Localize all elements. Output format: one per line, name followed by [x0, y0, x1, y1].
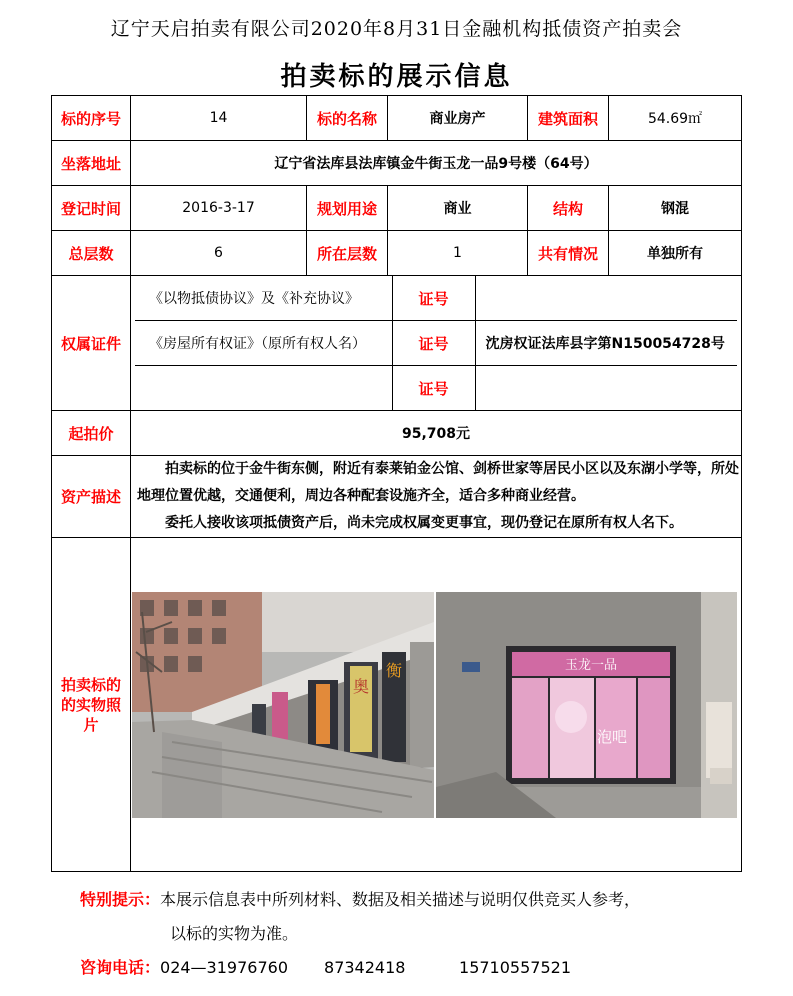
asset-description: [131, 456, 742, 538]
value-location: 辽宁省法库县法库镇金牛街玉龙一品9号楼（64号）: [131, 141, 742, 186]
cert-name-3: [135, 366, 392, 411]
cert-no-label-3: 证号: [392, 366, 475, 411]
label-start-price: 起拍价: [52, 411, 131, 456]
phone-number-1: 024—31976760: [160, 958, 288, 977]
label-structure: 结构: [528, 186, 609, 231]
cert-no-3: [475, 366, 737, 411]
cert-no-label-2: 证号: [392, 321, 475, 366]
photo-street-view: [132, 592, 434, 818]
cert-name-1: 《以物抵债协议》及《补充协议》: [135, 276, 392, 321]
value-floor-at: 1: [388, 231, 528, 276]
cert-no-1: [475, 276, 737, 321]
label-area: 建筑面积: [528, 96, 609, 141]
cert-name-2: 《房屋所有权证》（原所有权人名）: [135, 321, 392, 366]
phone-label: 咨询电话：: [80, 958, 161, 977]
special-note-label: 特别提示：: [80, 890, 161, 909]
cert-no-label-1: 证号: [392, 276, 475, 321]
phone-number-3: 15710557521: [459, 958, 571, 977]
special-note-line1: 本展示信息表中所列材料、数据及相关描述与说明仅供竞买人参考，: [160, 890, 641, 909]
value-serial: 14: [131, 96, 307, 141]
label-serial: 标的序号: [52, 96, 131, 141]
cert-block: [131, 276, 742, 411]
cert-table: [135, 276, 737, 410]
description-para-2: 委托人接收该项抵债资产后，尚未完成权属变更事宜，现仍登记在原所有权人名下。: [165, 515, 683, 531]
label-floor-at: 所在层数: [307, 231, 388, 276]
label-usage: 规划用途: [307, 186, 388, 231]
value-name: 商业房产: [388, 96, 528, 141]
left-sign-2: 衡: [385, 661, 403, 680]
special-note-line2: 以标的实物为准。: [170, 924, 299, 943]
auction-header: 辽宁天启拍卖有限公司2020年8月31日金融机构抵债资产拍卖会: [110, 18, 683, 40]
value-floors: 6: [131, 231, 307, 276]
value-ownership: 单独所有: [609, 231, 742, 276]
phone-number-2: 87342418: [324, 958, 406, 977]
value-reg-time: 2016-3-17: [131, 186, 307, 231]
value-usage: 商业: [388, 186, 528, 231]
left-sign-1: 奥: [352, 677, 370, 696]
special-note: [80, 886, 640, 914]
label-location: 坐落地址: [52, 141, 131, 186]
label-photos: [52, 538, 131, 872]
right-sign: 玉龙一品: [564, 658, 618, 673]
value-start-price: 95,708元: [131, 411, 742, 456]
value-area: 54.69㎡: [609, 96, 742, 141]
photo-shop-front: [436, 592, 737, 818]
label-desc: 资产描述: [52, 456, 131, 538]
label-floors: 总层数: [52, 231, 131, 276]
description-para-1: 拍卖标的位于金牛街东侧，附近有泰莱铂金公馆、剑桥世家等居民小区以及东湖小学等，所处地理位置优越，交通便利，周边各种配套设施齐全，适合多种商业经营。: [137, 461, 739, 504]
label-photos-text: 拍卖标的的实物照片: [60, 675, 121, 734]
contact-phone: [80, 955, 571, 978]
label-cert: 权属证件: [52, 276, 131, 411]
label-name: 标的名称: [307, 96, 388, 141]
label-ownership: 共有情况: [528, 231, 609, 276]
right-poster: 泡吧: [596, 728, 628, 746]
label-reg-time: 登记时间: [52, 186, 131, 231]
cert-no-2: 沈房权证法库县字第N150054728号: [475, 321, 737, 366]
page-title: 拍卖标的展示信息: [280, 62, 513, 92]
value-structure: 钢混: [609, 186, 742, 231]
